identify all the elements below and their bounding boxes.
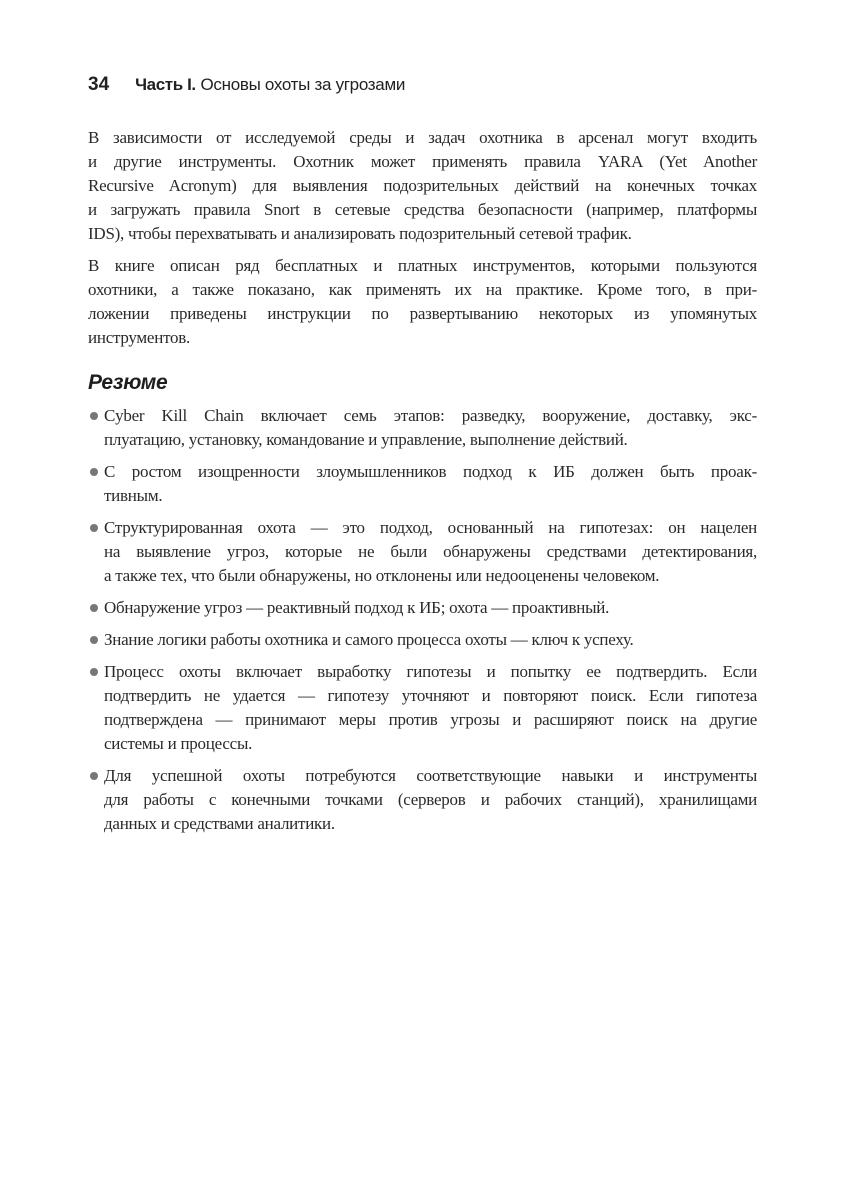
list-item (88, 596, 757, 620)
running-header (88, 74, 405, 96)
bullet-icon (90, 772, 98, 780)
text-line: Recursive Acronym) для выявления подозрительных действий на конечных точках (88, 176, 757, 195)
text-line: данных и средствами аналитики. (104, 814, 335, 833)
text-line: системы и процессы. (104, 734, 253, 753)
list-item (88, 764, 757, 836)
text-line: подтверждена — принимают меры против угрозы и расширяют поиск на другие (104, 710, 757, 729)
text-line: тивным. (104, 486, 163, 505)
text-line: Знание логики работы охотника и самого процесса охоты — ключ к успеху. (104, 630, 634, 649)
bullet-icon (90, 524, 98, 532)
bullet-icon (90, 604, 98, 612)
list-item (88, 660, 757, 756)
text-line: а также тех, что были обнаружены, но отклонены или недооценены человеком. (104, 566, 660, 585)
summary-list (88, 404, 757, 836)
text-line: охотники, а также показано, как применять их на практике. Кроме того, в при- (88, 280, 757, 299)
part-label: Часть I. (135, 75, 196, 94)
part-title: Основы охоты за угрозами (200, 75, 406, 94)
text-line: Структурированная охота — это подход, основанный на гипотезах: он нацелен (104, 518, 757, 537)
bullet-icon (90, 668, 98, 676)
text-line: и загружать правила Snort в сетевые средства безопасности (например, платформы (88, 200, 757, 219)
list-item (88, 628, 757, 652)
text-line: инструментов. (88, 328, 191, 347)
list-item (88, 404, 757, 452)
body-paragraphs (88, 126, 757, 350)
text-line: Cyber Kill Chain включает семь этапов: разведку, вооружение, доставку, экс- (104, 406, 757, 425)
bullet-icon (90, 412, 98, 420)
bullet-icon (90, 468, 98, 476)
page-body (88, 126, 757, 844)
text-line: Обнаружение угроз — реактивный подход к ИБ; охота — проактивный. (104, 598, 610, 617)
text-line: подтвердить не удается — гипотезу уточняют и повторяют поиск. Если гипотеза (104, 686, 757, 705)
text-line: Для успешной охоты потребуются соответствующие навыки и инструменты (104, 766, 757, 785)
text-line: на выявление угроз, которые не были обнаружены средствами детектирования, (104, 542, 757, 561)
text-line: плуатацию, установку, командование и управление, выполнение действий. (104, 430, 628, 449)
bullet-icon (90, 636, 98, 644)
paragraph (88, 254, 757, 350)
text-line: и другие инструменты. Охотник может применять правила YARA (Yet Another (88, 152, 757, 171)
text-line: С ростом изощренности злоумышленников подход к ИБ должен быть проак- (104, 462, 757, 481)
section-heading: Резюме (88, 371, 168, 394)
paragraph (88, 126, 757, 246)
text-line: В зависимости от исследуемой среды и задач охотника в арсенал могут входить (88, 128, 757, 147)
text-line: для работы с конечными точками (серверов и рабочих станций), хранилищами (104, 790, 757, 809)
text-line: В книге описан ряд бесплатных и платных инструментов, которыми пользуются (88, 256, 757, 275)
list-item (88, 460, 757, 508)
text-line: Процесс охоты включает выработку гипотезы и попытку ее подтвердить. Если (104, 662, 757, 681)
list-item (88, 516, 757, 588)
page-number: 34 (88, 74, 110, 95)
text-line: IDS), чтобы перехватывать и анализировать подозрительный сетевой трафик. (88, 224, 632, 243)
text-line: ложении приведены инструкции по развертыванию некоторых из упомянутых (88, 304, 757, 323)
